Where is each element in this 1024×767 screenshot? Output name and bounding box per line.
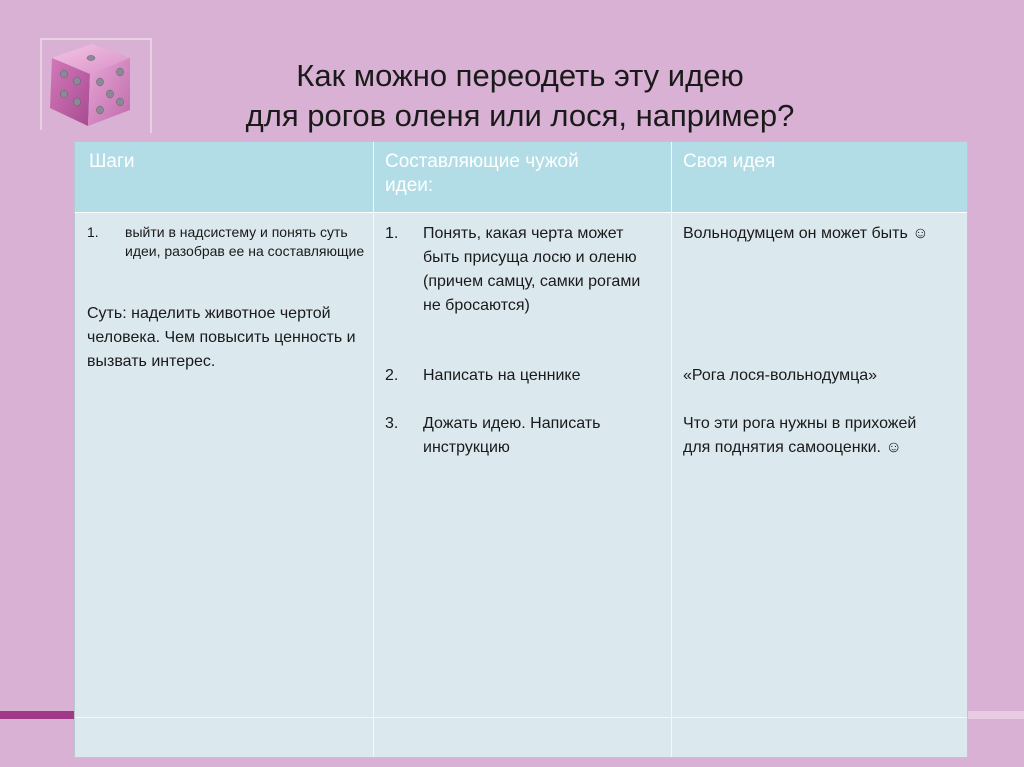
component-item: Дожать идею. Написать инструкцию: [423, 415, 601, 456]
title-line-1: Как можно переодеть эту идею: [296, 58, 744, 93]
component-item: Написать на ценнике: [423, 367, 581, 384]
dice-icon: [44, 36, 136, 132]
list-number: 1.: [87, 224, 99, 240]
component-item: Понять, какая черта может быть присуща лосю и оленю (причем самцу, самки рогами не бросаются): [423, 225, 641, 314]
row-divider: [75, 717, 967, 718]
slide-title: [150, 56, 890, 136]
ideas-table: [74, 141, 968, 758]
idea-text: Вольнодумцем он может быть ☺: [683, 225, 929, 242]
accent-stripe-right: [966, 711, 1024, 719]
accent-stripe-left: [0, 711, 76, 719]
header-steps: Шаги: [89, 151, 135, 172]
list-number: 1.: [385, 225, 399, 242]
column-divider: [671, 142, 672, 757]
column-divider: [373, 142, 374, 757]
header-own-idea: Своя идея: [683, 151, 776, 172]
header-components: Составляющие чужой идеи:: [385, 151, 579, 196]
step-item: выйти в надсистему и понять суть идеи, разобрав ее на составляющие: [125, 224, 365, 259]
table-header-row: [75, 142, 967, 213]
idea-text: «Рога лося-вольнодумца»: [683, 367, 878, 384]
idea-text: Что эти рога нужны в прихожей для поднятия самооценки. ☺: [683, 415, 917, 456]
title-line-2: для рогов оленя или лося, например?: [245, 98, 795, 133]
step-summary: Суть: наделить животное чертой человека. Чем повысить ценность и вызвать интерес.: [87, 305, 356, 370]
list-number: 2.: [385, 367, 399, 384]
list-number: 3.: [385, 415, 399, 432]
